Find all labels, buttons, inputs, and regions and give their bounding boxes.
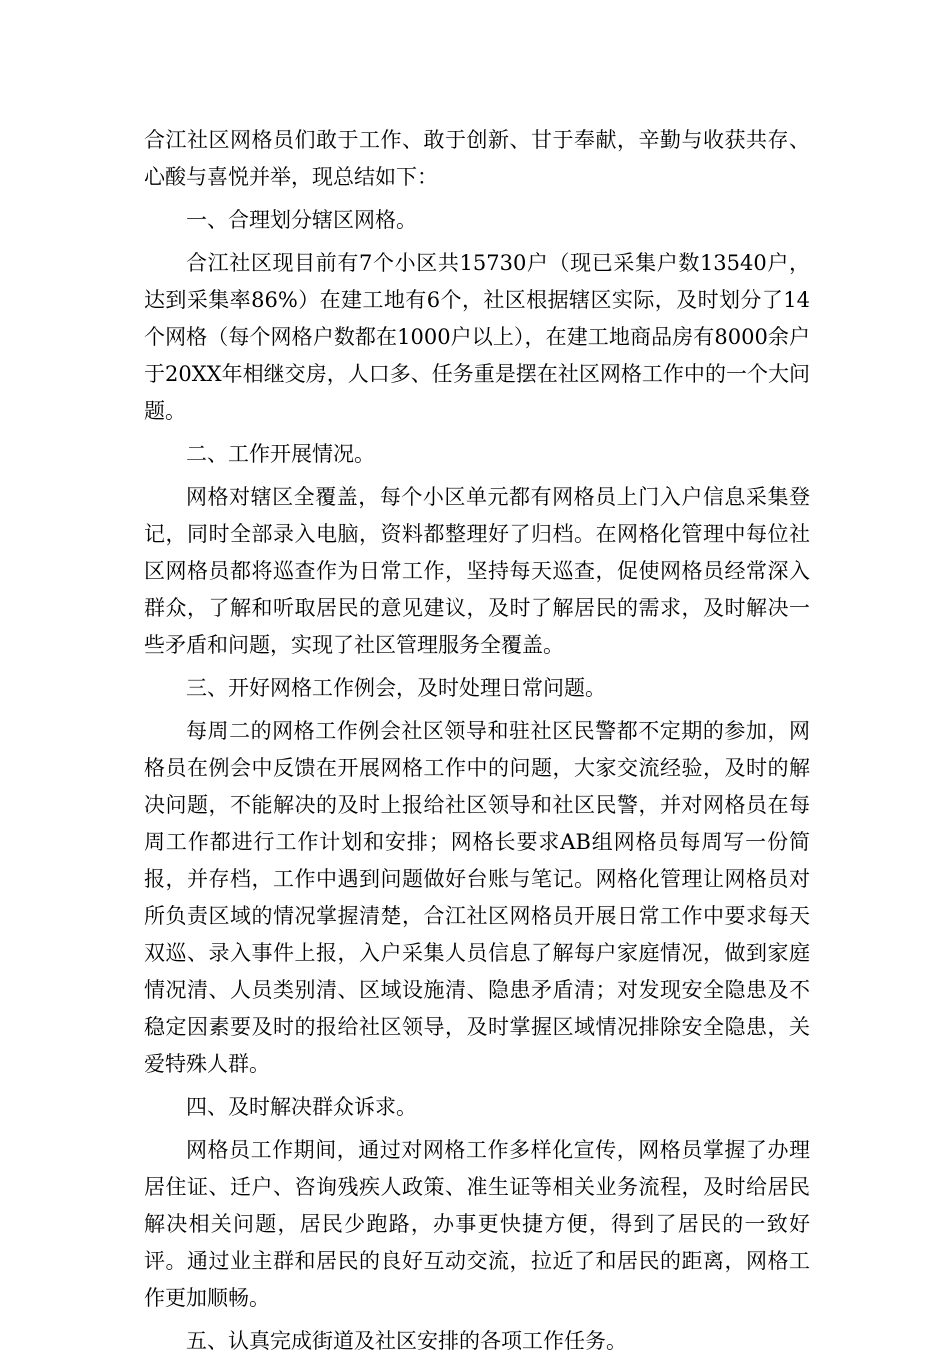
section-heading-4: 四、及时解决群众诉求。 — [186, 1095, 417, 1119]
section-heading-3: 三、开好网格工作例会，及时处理日常问题。 — [186, 676, 606, 700]
document-body — [144, 122, 810, 1360]
section-heading-1: 一、合理划分辖区网格。 — [186, 208, 417, 232]
paragraph-section-1: 合江社区现目前有7个小区共15730户（现已采集户数13540户，达到采集率86%）在建工地有6个，社区根据辖区实际，及时划分了14个网格（每个网格户数都在1000户以上），在建工地商品房有8000余户于20XX年相继交房，人口多、任务重是摆在社区网格工作中的一个大问题。 — [144, 251, 810, 423]
paragraph-section-2: 网格对辖区全覆盖，每个小区单元都有网格员上门入户信息采集登记，同时全部录入电脑，资料都整理好了归档。在网格化管理中每位社区网格员都将巡查作为日常工作，坚持每天巡查，促使网格员经常深入群众，了解和听取居民的意见建议，及时了解居民的需求，及时解决一些矛盾和问题，实现了社区管理服务全覆盖。 — [144, 485, 810, 657]
paragraph-section-4: 网格员工作期间，通过对网格工作多样化宣传，网格员掌握了办理居住证、迁户、咨询残疾人政策、准生证等相关业务流程，及时给居民解决相关问题，居民少跑路，办事更快捷方便，得到了居民的一致好评。通过业主群和居民的良好互动交流，拉近了和居民的距离，网格工作更加顺畅。 — [144, 1138, 810, 1310]
paragraph-section-3: 每周二的网格工作例会社区领导和驻社区民警都不定期的参加，网格员在例会中反馈在开展网格工作中的问题，大家交流经验，及时的解决问题，不能解决的及时上报给社区领导和社区民警，并对网格员在每周工作都进行工作计划和安排；网格长要求AB组网格员每周写一份简报，并存档，工作中遇到问题做好台账与笔记。网格化管理让网格员对所负责区域的情况掌握清楚，合江社区网格员开展日常工作中要求每天双巡、录入事件上报，入户采集人员信息了解每户家庭情况，做到家庭情况清、人员类别清、区域设施清、隐患矛盾清；对发现安全隐患及不稳定因素要及时的报给社区领导，及时掌握区域情况排除安全隐患，关爱特殊人群。 — [144, 719, 810, 1076]
section-heading-5: 五、认真完成街道及社区安排的各项工作任务。 — [186, 1329, 627, 1353]
section-heading-2: 二、工作开展情况。 — [186, 442, 375, 466]
paragraph-intro: 合江社区网格员们敢于工作、敢于创新、甘于奉献，辛勤与收获共存、心酸与喜悦并举，现总结如下： — [144, 128, 810, 189]
